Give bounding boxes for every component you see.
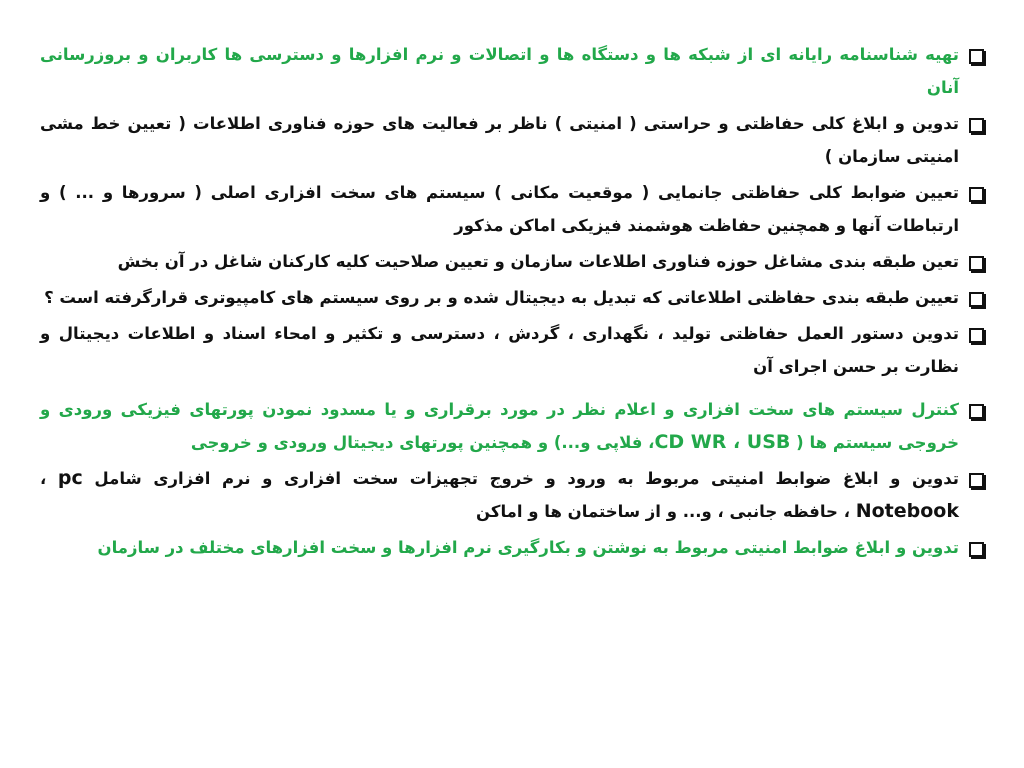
square-checkbox-icon [969, 256, 984, 271]
list-item [40, 281, 984, 314]
item-text-part: ، [40, 469, 47, 488]
list-item [40, 176, 984, 242]
square-checkbox-icon [969, 328, 984, 343]
square-checkbox-icon [969, 292, 984, 307]
item-latin-term: Notebook [855, 500, 959, 522]
item-text: تعیین ضوابط کلی حفاظتی جانمایی ( موقعیت مکانی ) سیستم های سخت افزاری اصلی ( سرورها و ... ) و ارتباطات آنها و همچنین حفاظت هوشمند فیزیکی اماکن مذکور [40, 183, 959, 235]
item-latin-term: CD WR ، USB [654, 431, 791, 453]
item-text: تدوین و ابلاغ کلی حفاظتی و حراستی ( امنیتی ) ناظر بر فعالیت های حوزه فناوری اطلاعات ( تعیین خط مشی امنیتی سازمان ) [40, 114, 959, 166]
square-checkbox-icon [969, 473, 984, 488]
item-text-part: ، فلاپی و...) و همچنین پورتهای دیجیتال ورودی و خروجی [190, 433, 655, 452]
list-item [40, 107, 984, 173]
item-text-part: ، حافظه جانبی ، و... و از ساختمان ها و اماکن [476, 502, 850, 521]
item-text: تهیه شناسنامه رایانه ای از شبکه ها و دستگاه ها و اتصالات و نرم افزارها و دسترسی ها کاربران و بروزرسانی آنان [40, 45, 959, 97]
item-text: تدوین دستور العمل حفاظتی تولید ، نگهداری ، گردش ، دسترسی و تکثیر و امحاء اسناد و اطلاعات دیجیتال و نظارت بر حسن اجرای آن [40, 324, 959, 376]
list-item [40, 462, 984, 528]
list-item [40, 531, 984, 564]
item-text-part: تدوین و ابلاغ ضوابط امنیتی مربوط به ورود و خروج تجهیزات سخت افزاری و نرم افزاری شامل [94, 469, 959, 488]
bullet-list [40, 38, 984, 564]
item-text [40, 393, 959, 459]
square-checkbox-icon [969, 187, 984, 202]
square-checkbox-icon [969, 49, 984, 64]
item-text: تعین طبقه بندی مشاغل حوزه فناوری اطلاعات سازمان و تعیین صلاحیت کلیه کارکنان شاغل در آن بخش [117, 252, 959, 271]
list-item [40, 38, 984, 104]
list-item [40, 245, 984, 278]
square-checkbox-icon [969, 542, 984, 557]
item-text [40, 462, 959, 528]
item-latin-term: pc [57, 467, 83, 489]
item-text-part: کنترل سیستم های سخت افزاری و اعلام نظر در مورد برقراری و یا مسدود نمودن پورتهای فیزیکی ورودی و خروجی سیستم ها ( [40, 400, 959, 452]
item-text: تدوین و ابلاغ ضوابط امنیتی مربوط به نوشتن و بکارگیری نرم افزارها و سخت افزارهای مختلف در سازمان [97, 538, 959, 557]
item-text: تعیین طبقه بندی حفاظتی اطلاعاتی که تبدیل به دیجیتال شده و بر روی سیستم های کامپیوتری قرارگرفته است ؟ [44, 288, 959, 307]
square-checkbox-icon [969, 404, 984, 419]
list-item [40, 393, 984, 459]
list-item [40, 317, 984, 383]
square-checkbox-icon [969, 118, 984, 133]
